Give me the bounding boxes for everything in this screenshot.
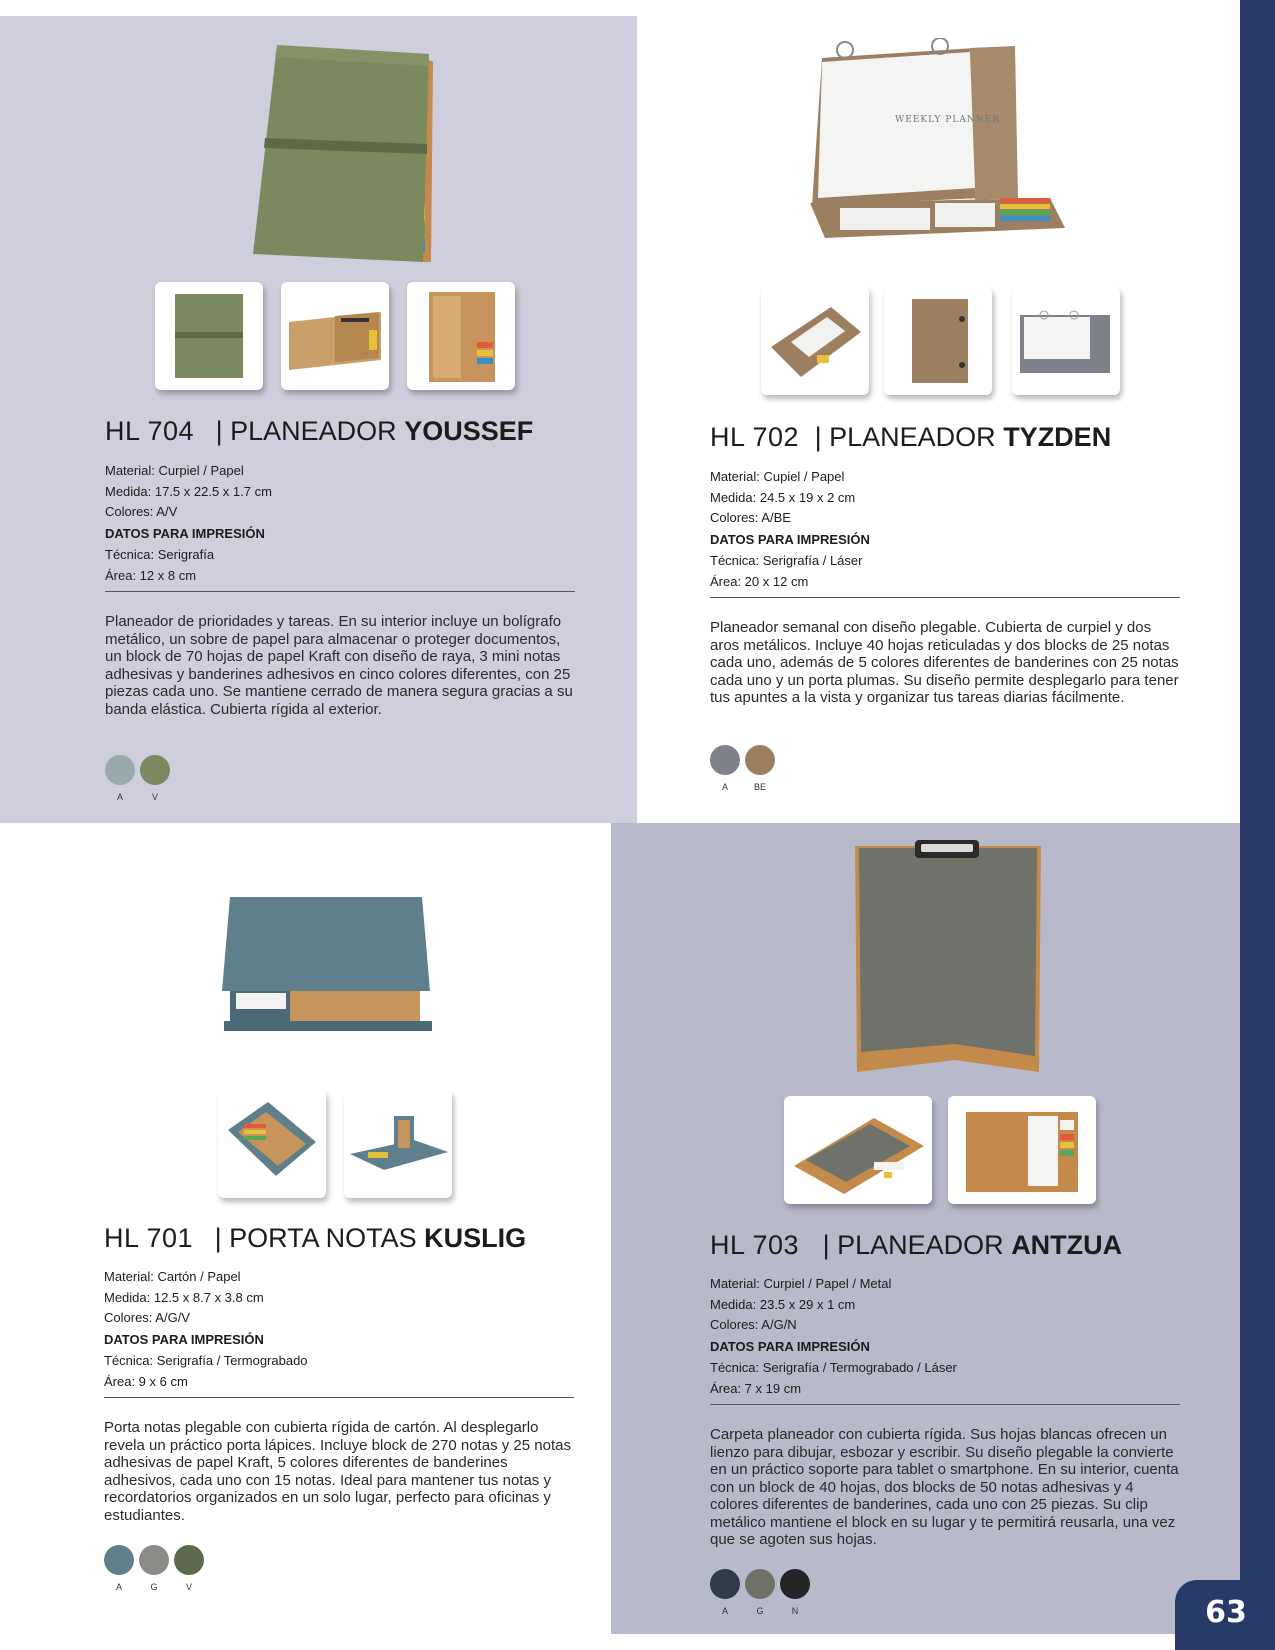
specs-hl704	[105, 461, 575, 586]
specs-hl703	[710, 1274, 1180, 1399]
spec-area: Área: 7 x 19 cm	[710, 1380, 802, 1396]
spec-divider	[105, 591, 575, 592]
swatch-color-g[interactable]	[139, 1545, 169, 1575]
swatch-label: G	[756, 1606, 764, 1616]
spec-area: Área: 12 x 8 cm	[105, 567, 197, 583]
product-code: HL 704	[105, 416, 195, 446]
product-name: KUSLIG	[424, 1223, 527, 1253]
spec-material: Material: Curpiel / Papel / Metal	[710, 1276, 892, 1291]
product-photo-hl701	[222, 893, 432, 1033]
swatch-color-a[interactable]	[710, 745, 740, 775]
product-code: HL 702	[710, 422, 800, 452]
side-navy-bar	[1240, 0, 1275, 1650]
swatch-label: A	[116, 792, 123, 802]
product-photo-hl703	[855, 840, 1045, 1072]
product-name: ANTZUA	[1011, 1230, 1123, 1260]
spec-colores: Colores: A/V	[105, 504, 178, 519]
title-separator: |	[214, 1223, 222, 1253]
print-data-heading: DATOS PARA IMPRESIÓN	[104, 1331, 264, 1347]
thumbnail-hl704-open[interactable]	[281, 282, 389, 390]
spec-colores: Colores: A/G/N	[710, 1317, 797, 1332]
title-separator: |	[215, 416, 223, 446]
swatch-color-v[interactable]	[140, 755, 170, 785]
svg-text:WEEKLY PLANNER: WEEKLY PLANNER	[895, 115, 1000, 125]
spec-divider	[710, 1404, 1180, 1405]
spec-material: Material: Cartón / Papel	[104, 1269, 241, 1284]
product-code: HL 701	[104, 1223, 194, 1253]
swatch-label: V	[185, 1582, 192, 1592]
swatch-label: A	[721, 1606, 728, 1616]
title-separator: |	[822, 1230, 830, 1260]
thumbnail-hl704-interior[interactable]	[407, 282, 515, 390]
swatch-label: A	[115, 1582, 122, 1592]
description-hl702: Planeador semanal con diseño plegable. Cubierta de curpiel y dos aros metálicos. Incluye 40 hojas reticuladas y dos blocks de 25 notas cada uno, además de 5 colores diferentes de banderines con 25 notas cada uno y un porta plumas. Su diseño permite desplegarlo para tener tus apuntes a la vista y organizar tus tareas diarias fácilmente.	[710, 619, 1179, 706]
spec-colores: Colores: A/G/V	[104, 1310, 190, 1325]
swatch-label: N	[791, 1606, 799, 1616]
product-code: HL 703	[710, 1230, 800, 1260]
spec-tecnica: Técnica: Serigrafía / Termograbado	[104, 1353, 308, 1368]
thumbnail-hl701-pencil-holder[interactable]	[344, 1090, 452, 1198]
swatch-color-g[interactable]	[745, 1569, 775, 1599]
product-title-hl702	[710, 424, 1111, 451]
product-photo-hl702	[800, 38, 1070, 268]
swatches-hl701	[104, 1545, 214, 1605]
swatch-color-n[interactable]	[780, 1569, 810, 1599]
thumbnail-hl702-closed[interactable]	[884, 287, 992, 395]
product-name: TYZDEN	[1003, 422, 1112, 452]
spec-medida: Medida: 24.5 x 19 x 2 cm	[710, 489, 856, 505]
swatch-label: G	[150, 1582, 158, 1592]
swatch-color-a[interactable]	[710, 1569, 740, 1599]
swatch-label: V	[151, 792, 158, 802]
product-type: PLANEADOR	[829, 422, 996, 452]
thumbnail-hl704-closed[interactable]	[155, 282, 263, 390]
title-separator: |	[814, 422, 822, 452]
description-hl703: Carpeta planeador con cubierta rígida. Sus hojas blancas ofrecen un lienzo para dibujar, esbozar y escribir. Su diseño plegable la convierte en un práctico soporte para tablet o smartphone. En su interior, cuenta con un block de 40 hojas, dos blocks de 50 notas adhesivas y 4 colores diferentes de banderines, cada uno con 25 piezas. Su clip metálico mantiene el block en su lugar y te permitirá reusarla, una vez que se agoten sus hojas.	[710, 1426, 1179, 1548]
swatch-color-be[interactable]	[745, 745, 775, 775]
swatch-label: BE	[753, 782, 766, 792]
page-number: 63	[1205, 1595, 1247, 1630]
spec-colores: Colores: A/BE	[710, 510, 791, 525]
spec-area: Área: 9 x 6 cm	[104, 1373, 188, 1389]
swatch-label: A	[721, 782, 728, 792]
thumbnail-hl703-flat[interactable]	[784, 1096, 932, 1204]
spec-divider	[104, 1397, 574, 1398]
spec-tecnica: Técnica: Serigrafía	[105, 547, 215, 562]
swatches-hl702	[710, 745, 790, 805]
swatches-hl704	[105, 755, 185, 815]
description-hl701: Porta notas plegable con cubierta rígida de cartón. Al desplegarlo revela un práctico porta lápices. Incluye block de 270 notas y 25 notas adhesivas de papel Kraft, 5 colores diferentes de banderines adhesivos, cada uno con 15 notas. Ideal para mantener tus notas y recordatorios organizados en un solo lugar, perfecto para oficinas y estudiantes.	[104, 1419, 571, 1524]
spec-tecnica: Técnica: Serigrafía / Láser	[710, 553, 863, 568]
thumbnail-hl702-flat[interactable]	[761, 287, 869, 395]
spec-tecnica: Técnica: Serigrafía / Termograbado / Láser	[710, 1360, 957, 1375]
swatch-color-v[interactable]	[174, 1545, 204, 1575]
description-hl704: Planeador de prioridades y tareas. En su interior incluye un bolígrafo metálico, un sobre de papel para almacenar o proteger documentos, un block de 70 hojas de papel Kraft con diseño de raya, 3 mini notas adhesivas y banderines adhesivos en cinco colores diferentes, con 25 piezas cada uno. Se mantiene cerrado de manera segura gracias a su banda elástica. Cubierta rígida al exterior.	[105, 613, 573, 718]
product-photo-hl704	[245, 40, 445, 270]
spec-area: Área: 20 x 12 cm	[710, 573, 809, 589]
print-data-heading: DATOS PARA IMPRESIÓN	[710, 531, 870, 547]
spec-medida: Medida: 17.5 x 22.5 x 1.7 cm	[105, 483, 272, 499]
swatches-hl703	[710, 1569, 820, 1629]
print-data-heading: DATOS PARA IMPRESIÓN	[710, 1338, 870, 1354]
product-type: PLANEADOR	[230, 416, 397, 446]
thumbnail-hl703-open[interactable]	[948, 1096, 1096, 1204]
product-name: YOUSSEF	[404, 416, 534, 446]
spec-material: Material: Cupiel / Papel	[710, 469, 845, 484]
spec-medida: Medida: 12.5 x 8.7 x 3.8 cm	[104, 1289, 264, 1305]
swatch-color-a[interactable]	[105, 755, 135, 785]
spec-material: Material: Curpiel / Papel	[105, 463, 244, 478]
product-title-hl701	[104, 1225, 526, 1252]
thumbnail-hl701-open[interactable]	[218, 1090, 326, 1198]
specs-hl702	[710, 467, 1180, 592]
specs-hl701	[104, 1267, 574, 1392]
print-data-heading: DATOS PARA IMPRESIÓN	[105, 525, 265, 541]
product-title-hl704	[105, 418, 533, 445]
spec-divider	[710, 597, 1180, 598]
product-title-hl703	[710, 1232, 1122, 1259]
product-type: PORTA NOTAS	[229, 1223, 417, 1253]
spec-medida: Medida: 23.5 x 29 x 1 cm	[710, 1296, 856, 1312]
thumbnail-hl702-grey[interactable]	[1012, 287, 1120, 395]
swatch-color-a[interactable]	[104, 1545, 134, 1575]
product-type: PLANEADOR	[837, 1230, 1004, 1260]
